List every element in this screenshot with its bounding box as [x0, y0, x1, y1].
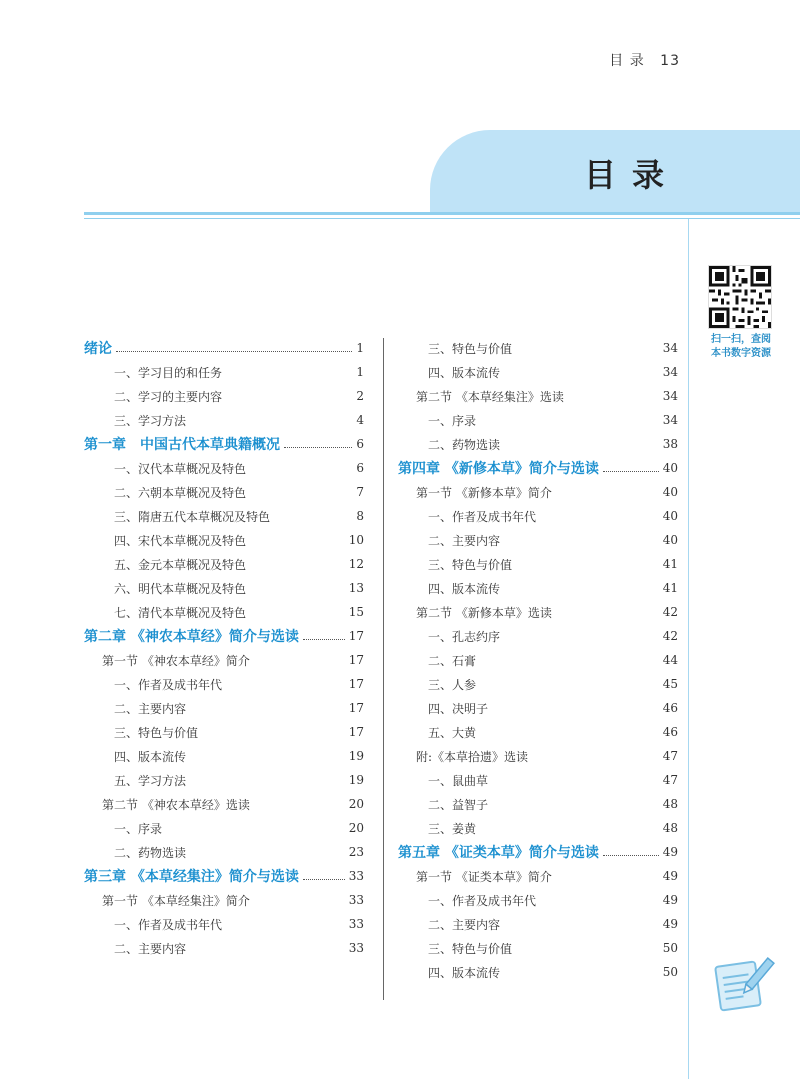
column-divider: [383, 338, 384, 1000]
toc-entry-label: 四、版本流传: [114, 749, 187, 764]
running-head-title: 目 录: [609, 53, 645, 69]
qr-caption-line-2: 本书数字资源: [711, 348, 771, 359]
toc-entry-item[interactable]: [398, 888, 678, 912]
toc-entry-label: 一、学习目的和任务: [114, 365, 223, 380]
toc-entry-item[interactable]: [84, 576, 364, 600]
toc-entry-label: 第二节 《本草经集注》选读: [416, 389, 564, 404]
toc-entry-page: 17: [348, 677, 364, 691]
margin-rule: [688, 219, 689, 1079]
toc-entry-page: 47: [662, 773, 678, 787]
toc-entry-label: 三、隋唐五代本草概况及特色: [114, 509, 271, 524]
toc-entry-chapter[interactable]: [84, 624, 364, 648]
toc-entry-item[interactable]: [398, 936, 678, 960]
title-banner: [430, 130, 800, 212]
qr-caption-line-1: 扫一扫，查阅: [711, 334, 771, 345]
toc-entry-label: 一、作者及成书年代: [114, 677, 223, 692]
toc-entry-item[interactable]: [84, 912, 364, 936]
toc-entry-section[interactable]: [398, 384, 678, 408]
toc-entry-label: 一、作者及成书年代: [114, 917, 223, 932]
toc-entry-label: 二、石膏: [428, 653, 477, 668]
toc-entry-item[interactable]: [84, 360, 364, 384]
toc-entry-item[interactable]: [84, 480, 364, 504]
toc-entry-page: 44: [662, 653, 678, 667]
toc-entry-page: 20: [348, 797, 364, 811]
toc-entry-chapter[interactable]: [84, 432, 364, 456]
toc-entry-label: 一、序录: [428, 413, 477, 428]
toc-entry-label: 四、版本流传: [428, 581, 501, 596]
toc-entry-page: 34: [662, 413, 678, 427]
toc-entry-page: 19: [348, 773, 364, 787]
header-rule-thin: [84, 218, 800, 219]
toc-entry-item[interactable]: [398, 528, 678, 552]
toc-entry-label: 一、孔志约序: [428, 629, 501, 644]
toc-entry-page: 4: [356, 413, 364, 427]
toc-entry-label: 三、特色与价值: [114, 725, 199, 740]
toc-entry-section[interactable]: [84, 648, 364, 672]
toc-entry-item[interactable]: [84, 816, 364, 840]
toc-entry-chapter[interactable]: [398, 840, 678, 864]
toc-entry-label: 第一节 《新修本草》简介: [416, 485, 552, 500]
toc-entry-label: 二、主要内容: [114, 941, 187, 956]
toc-entry-label: 第一节 《本草经集注》简介: [102, 893, 250, 908]
toc-entry-page: 42: [662, 629, 678, 643]
dot-leader: [303, 879, 345, 880]
toc-entry-item[interactable]: [84, 936, 364, 960]
toc-entry-page: 1: [356, 365, 364, 379]
toc-entry-item[interactable]: [84, 384, 364, 408]
toc-entry-page: 33: [348, 869, 364, 883]
running-head-page-number: 13: [660, 53, 680, 69]
toc-entry-page: 49: [662, 869, 678, 883]
toc-entry-page: 48: [662, 797, 678, 811]
toc-entry-label: 第一节 《证类本草》简介: [416, 869, 552, 884]
toc-entry-item[interactable]: [398, 672, 678, 696]
toc-entry-page: 33: [348, 893, 364, 907]
toc-entry-item[interactable]: [84, 456, 364, 480]
toc-entry-page: 46: [662, 701, 678, 715]
toc-entry-page: 1: [356, 341, 364, 355]
toc-entry-page: 40: [662, 533, 678, 547]
dot-leader: [603, 855, 659, 856]
toc-entry-item[interactable]: [84, 696, 364, 720]
toc-entry-page: 15: [348, 605, 364, 619]
toc-entry-label: 第一节 《神农本草经》简介: [102, 653, 250, 668]
toc-entry-label: 第二节 《新修本草》选读: [416, 605, 552, 620]
toc-entry-label: 二、主要内容: [428, 917, 501, 932]
toc-entry-page: 41: [662, 557, 678, 571]
toc-entry-item[interactable]: [84, 600, 364, 624]
toc-entry-label: 二、药物选读: [428, 437, 501, 452]
toc-entry-page: 50: [662, 941, 678, 955]
toc-entry-item[interactable]: [84, 840, 364, 864]
toc-entry-item[interactable]: [84, 552, 364, 576]
toc-entry-page: 20: [348, 821, 364, 835]
toc-entry-item[interactable]: [84, 720, 364, 744]
toc-entry-section[interactable]: [398, 744, 678, 768]
toc-entry-item[interactable]: [398, 720, 678, 744]
toc-entry-page: 40: [662, 461, 678, 475]
toc-entry-label: 第二章 《神农本草经》简介与选读: [84, 629, 299, 645]
toc-entry-label: 第三章 《本草经集注》简介与选读: [84, 869, 299, 885]
toc-entry-label: 第五章 《证类本草》简介与选读: [398, 845, 599, 861]
toc-entry-item[interactable]: [398, 912, 678, 936]
toc-entry-page: 17: [348, 653, 364, 667]
toc-entry-page: 6: [356, 461, 364, 475]
toc-entry-label: 四、决明子: [428, 701, 489, 716]
toc-entry-item[interactable]: [398, 648, 678, 672]
toc-entry-section[interactable]: [84, 792, 364, 816]
toc-entry-label: 三、特色与价值: [428, 341, 513, 356]
toc-entry-item[interactable]: [398, 696, 678, 720]
toc-entry-chapter[interactable]: [398, 456, 678, 480]
toc-entry-label: 绪论: [84, 341, 112, 357]
toc-entry-label: 三、特色与价值: [428, 941, 513, 956]
toc-entry-label: 六、明代本草概况及特色: [114, 581, 247, 596]
toc-entry-label: 二、主要内容: [428, 533, 501, 548]
toc-entry-page: 46: [662, 725, 678, 739]
dot-leader: [603, 471, 659, 472]
qr-caption: [694, 333, 788, 361]
toc-entry-section[interactable]: [398, 864, 678, 888]
toc-entry-page: 17: [348, 725, 364, 739]
toc-entry-label: 一、鼠曲草: [428, 773, 489, 788]
toc-entry-label: 第四章 《新修本草》简介与选读: [398, 461, 599, 477]
toc-entry-page: 8: [356, 509, 364, 523]
toc-entry-page: 23: [348, 845, 364, 859]
toc-entry-label: 二、主要内容: [114, 701, 187, 716]
running-head: [609, 50, 680, 70]
toc-entry-page: 48: [662, 821, 678, 835]
toc-entry-section[interactable]: [84, 888, 364, 912]
toc-entry-page: 50: [662, 965, 678, 979]
toc-entry-item[interactable]: [398, 360, 678, 384]
toc-entry-page: 49: [662, 845, 678, 859]
toc-entry-page: 47: [662, 749, 678, 763]
toc-entry-label: 三、特色与价值: [428, 557, 513, 572]
toc-entry-label: 四、版本流传: [428, 965, 501, 980]
toc-entry-page: 17: [348, 629, 364, 643]
toc-entry-item[interactable]: [398, 768, 678, 792]
page-title: 目录: [583, 156, 680, 194]
toc-entry-page: 19: [348, 749, 364, 763]
toc-entry-label: 附:《本草拾遗》选读: [416, 749, 529, 764]
qr-code-icon[interactable]: [708, 265, 772, 329]
toc-entry-item[interactable]: [398, 408, 678, 432]
toc-entry-page: 34: [662, 341, 678, 355]
toc-entry-page: 7: [356, 485, 364, 499]
toc-entry-label: 二、药物选读: [114, 845, 187, 860]
toc-entry-item[interactable]: [84, 672, 364, 696]
toc-entry-label: 二、学习的主要内容: [114, 389, 223, 404]
toc-entry-page: 40: [662, 485, 678, 499]
toc-entry-label: 七、清代本草概况及特色: [114, 605, 247, 620]
toc-entry-page: 12: [348, 557, 364, 571]
toc-entry-page: 34: [662, 389, 678, 403]
toc-entry-section[interactable]: [398, 480, 678, 504]
toc-entry-page: 17: [348, 701, 364, 715]
toc-entry-page: 33: [348, 941, 364, 955]
toc-entry-page: 40: [662, 509, 678, 523]
toc-entry-page: 41: [662, 581, 678, 595]
toc-entry-page: 33: [348, 917, 364, 931]
toc-entry-label: 一、序录: [114, 821, 163, 836]
dot-leader: [116, 351, 352, 352]
toc-entry-chapter[interactable]: [84, 864, 364, 888]
toc-entry-item[interactable]: [398, 504, 678, 528]
toc-entry-page: 13: [348, 581, 364, 595]
toc-entry-item[interactable]: [398, 816, 678, 840]
toc-entry-label: 三、学习方法: [114, 413, 187, 428]
toc-entry-label: 三、人参: [428, 677, 477, 692]
toc-entry-page: 45: [662, 677, 678, 691]
toc-entry-page: 49: [662, 893, 678, 907]
toc-entry-page: 38: [662, 437, 678, 451]
toc-entry-item[interactable]: [84, 744, 364, 768]
toc-entry-page: 10: [348, 533, 364, 547]
toc-right-column: [398, 336, 678, 984]
toc-entry-item[interactable]: [398, 552, 678, 576]
toc-entry-label: 五、学习方法: [114, 773, 187, 788]
toc-entry-label: 一、汉代本草概况及特色: [114, 461, 247, 476]
toc-entry-label: 三、姜黄: [428, 821, 477, 836]
header-rule: [84, 212, 800, 215]
notebook-pencil-icon: [712, 952, 776, 1016]
toc-entry-item[interactable]: [84, 504, 364, 528]
toc-entry-item[interactable]: [398, 576, 678, 600]
toc-entry-label: 五、大黄: [428, 725, 477, 740]
toc-entry-label: 四、版本流传: [428, 365, 501, 380]
toc-left-column: [84, 336, 364, 960]
toc-entry-page: 2: [356, 389, 364, 403]
toc-entry-page: 34: [662, 365, 678, 379]
toc-entry-label: 四、宋代本草概况及特色: [114, 533, 247, 548]
toc-entry-section[interactable]: [398, 600, 678, 624]
dot-leader: [303, 639, 345, 640]
toc-entry-item[interactable]: [398, 336, 678, 360]
toc-entry-label: 五、金元本草概况及特色: [114, 557, 247, 572]
toc-entry-item[interactable]: [84, 768, 364, 792]
toc-entry-page: 49: [662, 917, 678, 931]
toc-entry-item[interactable]: [84, 528, 364, 552]
toc-entry-page: 6: [356, 437, 364, 451]
toc-entry-label: 一、作者及成书年代: [428, 509, 537, 524]
toc-entry-label: 第二节 《神农本草经》选读: [102, 797, 250, 812]
toc-entry-label: 二、益智子: [428, 797, 489, 812]
toc-entry-item[interactable]: [398, 624, 678, 648]
toc-entry-item[interactable]: [398, 960, 678, 984]
toc-entry-page: 42: [662, 605, 678, 619]
toc-entry-label: 一、作者及成书年代: [428, 893, 537, 908]
toc-entry-label: 第一章 中国古代本草典籍概况: [84, 437, 280, 453]
toc-entry-item[interactable]: [398, 432, 678, 456]
toc-entry-chapter[interactable]: [84, 336, 364, 360]
toc-entry-label: 二、六朝本草概况及特色: [114, 485, 247, 500]
toc-entry-item[interactable]: [84, 408, 364, 432]
dot-leader: [284, 447, 352, 448]
toc-entry-item[interactable]: [398, 792, 678, 816]
